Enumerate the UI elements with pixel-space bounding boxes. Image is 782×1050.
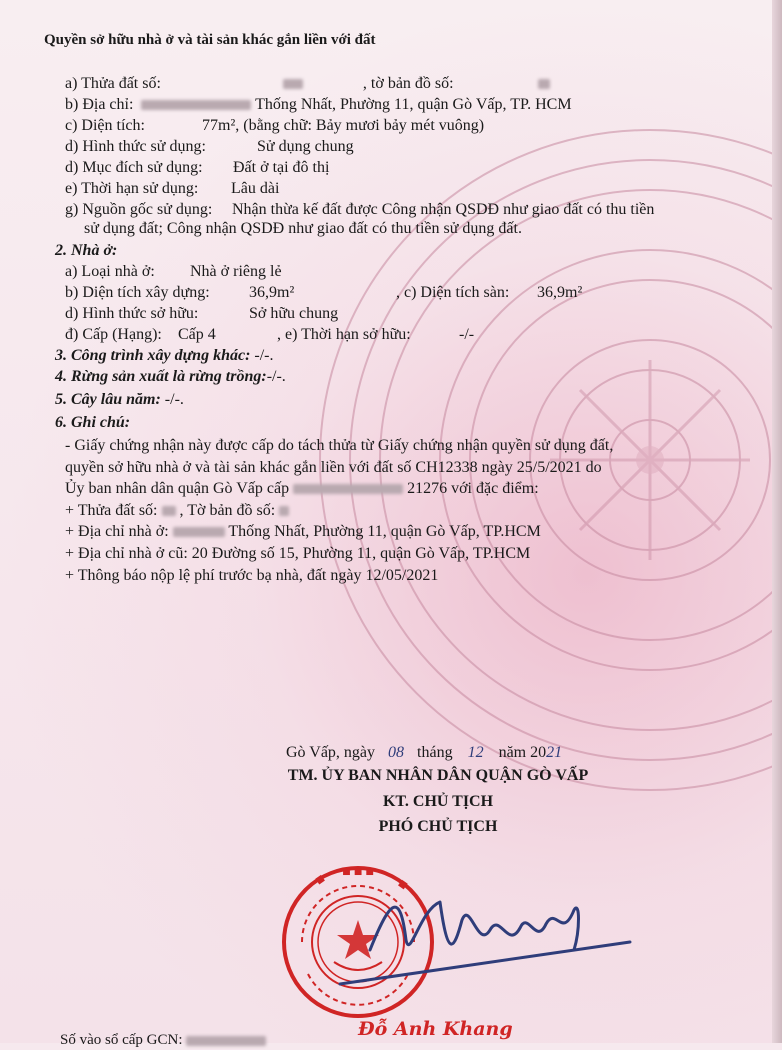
note-line-7: + Thông báo nộp lệ phí trước bạ nhà, đất ngày 12/05/2021 (65, 567, 439, 584)
other-construction-row: 3. Công trình xây dựng khác: -/-. (55, 347, 274, 364)
planted-forest-row: 4. Rừng sản xuất là rừng trồng:-/-. (55, 368, 286, 385)
land-area-row: c) Diện tích: 77m², (bằng chữ: Bảy mươi bảy mét vuông) (65, 117, 485, 134)
land-origin-row: g) Nguồn gốc sử dụng: Nhận thừa kế đất được Công nhận QSDĐ như giao đất có thu tiền (65, 201, 655, 218)
svg-text:■: ■ (396, 878, 409, 892)
land-use-purpose-row: d) Mục đích sử dụng: Đất ở tại đô thị (65, 159, 330, 176)
section-header: Quyền sở hữu nhà ở và tài sản khác gắn liền với đất (44, 32, 376, 48)
house-area-row: b) Diện tích xây dựng: 36,9m² , c) Diện tích sàn: 36,9m² (65, 284, 583, 301)
land-use-form-row: d) Hình thức sử dụng: Sử dụng chung (65, 138, 354, 155)
house-grade-row: đ) Cấp (Hạng): Cấp 4 , e) Thời hạn sở hữu: -/- (65, 326, 475, 343)
note-line-1: - Giấy chứng nhận này được cấp do tách thửa từ Giấy chứng nhận quyền sử dụng đất, (65, 437, 614, 454)
signing-organization: TM. ỦY BAN NHÂN DÂN QUẬN GÒ VẤP (287, 767, 589, 784)
handwritten-signature (330, 880, 650, 990)
note-line-3: Ủy ban nhân dân quận Gò Vấp cấp 21276 với đặc điểm: (65, 480, 539, 497)
note-line-2: quyền sở hữu nhà ở và tài sản khác gắn liền với đất số CH12338 ngày 25/5/2021 do (65, 459, 602, 476)
house-section-title: 2. Nhà ở: (55, 242, 118, 259)
note-line-6: + Địa chỉ nhà ở cũ: 20 Đường số 15, Phường 11, quận Gò Vấp, TP.HCM (65, 545, 531, 562)
redacted-old-plot-number (162, 506, 176, 516)
signing-role-1: KT. CHỦ TỊCH (382, 793, 494, 810)
house-ownership-row: d) Hình thức sở hữu: Sở hữu chung (65, 305, 339, 322)
note-line-4: + Thửa đất số: , Tờ bản đồ số: (65, 501, 289, 521)
land-use-term-row: e) Thời hạn sử dụng: Lâu dài (65, 180, 280, 197)
notes-title: 6. Ghi chú: (55, 414, 131, 431)
signing-role-2: PHÓ CHỦ TỊCH (378, 818, 498, 835)
place-date-line: Gò Vấp, ngày 08 tháng 12 năm 2021 (286, 744, 563, 761)
land-origin-row-2: sử dụng đất; Công nhận QSDĐ như giao đất có thu tiền sử dụng đất. (84, 220, 522, 237)
redacted-map-number (538, 79, 550, 89)
redacted-old-house-number (173, 527, 225, 537)
svg-text:■: ■ (313, 873, 327, 887)
svg-text:■ ■ ■: ■ ■ ■ (342, 867, 374, 877)
redacted-certificate-number (293, 484, 403, 494)
scan-edge (772, 0, 782, 1043)
house-type-row: a) Loại nhà ở: Nhà ở riêng lẻ (65, 263, 282, 280)
redacted-plot-number (283, 79, 303, 89)
redacted-old-map-number (279, 506, 289, 516)
redacted-registry-number (186, 1036, 266, 1046)
certificate-registry-label: Số vào sổ cấp GCN: (60, 1030, 266, 1050)
redacted-house-number (141, 100, 251, 110)
signer-name: Đỗ Anh Khang (358, 1018, 513, 1040)
land-address-row: b) Địa chỉ: Thống Nhất, Phường 11, quận Gò Vấp, TP. HCM (65, 96, 572, 113)
land-plot-number-row: a) Thửa đất số: , tờ bản đồ số: (65, 74, 550, 94)
perennial-trees-row: 5. Cây lâu năm: -/-. (55, 391, 184, 408)
note-line-5: + Địa chỉ nhà ở: Thống Nhất, Phường 11, quận Gò Vấp, TP.HCM (65, 523, 541, 540)
